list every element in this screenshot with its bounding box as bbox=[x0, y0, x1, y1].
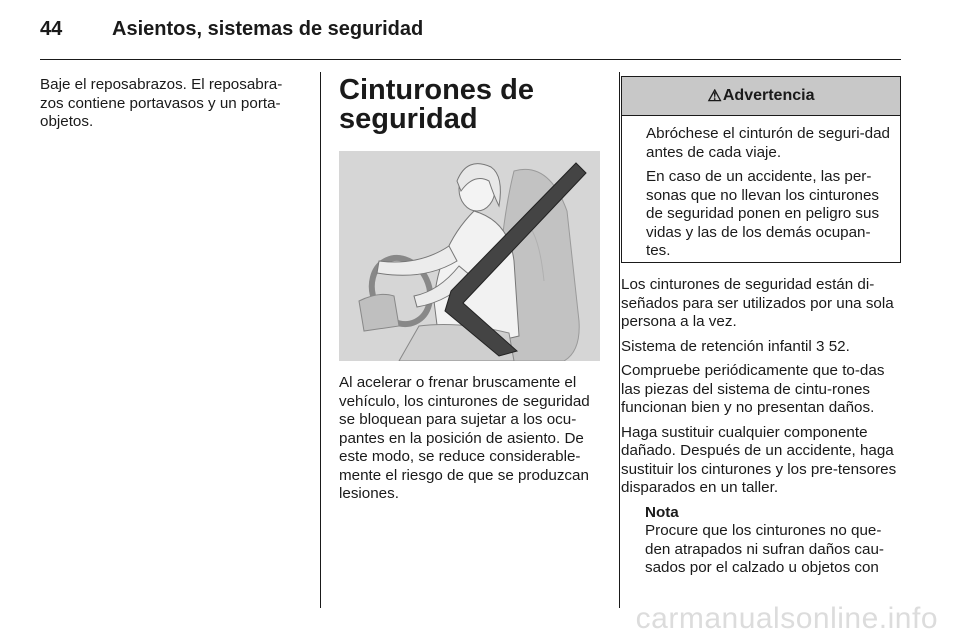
note-block bbox=[621, 504, 903, 578]
col3-paragraph: Compruebe periódicamente que to-das las piezas del sistema de cintu-rones funcionan bien y no presentan daños. bbox=[621, 362, 885, 416]
seatbelt-intro-text bbox=[339, 374, 603, 504]
reference-arrow-icon: 3 bbox=[816, 337, 825, 355]
seatbelt-paragraph: Al acelerar o frenar bruscamente el vehículo, los cinturones de seguridad se bloquean para sujetar a los ocu-pantes en la posición de asiento. De este modo, se reduce considerable-mente el riesgo de que se produzcan lesiones. bbox=[339, 374, 590, 502]
col3-paragraph: Haga sustituir cualquier componente dañado. Después de un accidente, haga sustituir los cinturones y los pre-tensores disparados en un taller. bbox=[621, 423, 897, 496]
watermark: carmanualsonline.info bbox=[635, 602, 938, 635]
note-text: Procure que los cinturones no que-den atrapados ni sufran daños cau-sados por el calzado u objetos con bbox=[645, 522, 884, 576]
header-rule bbox=[40, 59, 901, 60]
reference-label: Sistema de retención infantil bbox=[621, 337, 812, 355]
person-with-seatbelt-icon bbox=[339, 151, 600, 361]
column-divider-1 bbox=[320, 72, 321, 608]
warning-paragraph: En caso de un accidente, las per-sonas que no llevan los cinturones de seguridad ponen en peligro sus vidas y las de los demás ocupan-tes. bbox=[646, 168, 880, 259]
reference-page-link[interactable]: 52. bbox=[828, 337, 850, 355]
warning-paragraph: Abróchese el cinturón de seguri-dad antes de cada viaje. bbox=[646, 125, 890, 161]
page-number: 44 bbox=[40, 18, 63, 40]
seatbelt-illustration bbox=[339, 151, 600, 361]
section-title: Cinturones de seguridad bbox=[339, 74, 534, 135]
column-divider-2 bbox=[619, 72, 620, 608]
warning-triangle-icon: ⚠ bbox=[707, 88, 722, 105]
note-title: Nota bbox=[645, 503, 679, 521]
warning-body bbox=[622, 116, 900, 261]
column-3 bbox=[621, 276, 903, 584]
column-2 bbox=[339, 74, 603, 502]
warning-title: Advertencia bbox=[722, 87, 815, 104]
warning-box bbox=[621, 76, 901, 263]
col3-paragraph: Los cinturones de seguridad están di-señados para ser utilizados por una sola persona a la vez. bbox=[621, 276, 894, 330]
armrest-paragraph: Baje el reposabrazos. El reposabra-zos contiene portavasos y un porta-objetos. bbox=[40, 76, 283, 130]
warning-header bbox=[622, 77, 900, 116]
column-1 bbox=[40, 76, 302, 132]
header-title: Asientos, sistemas de seguridad bbox=[112, 18, 424, 40]
child-restraint-reference bbox=[621, 338, 903, 357]
